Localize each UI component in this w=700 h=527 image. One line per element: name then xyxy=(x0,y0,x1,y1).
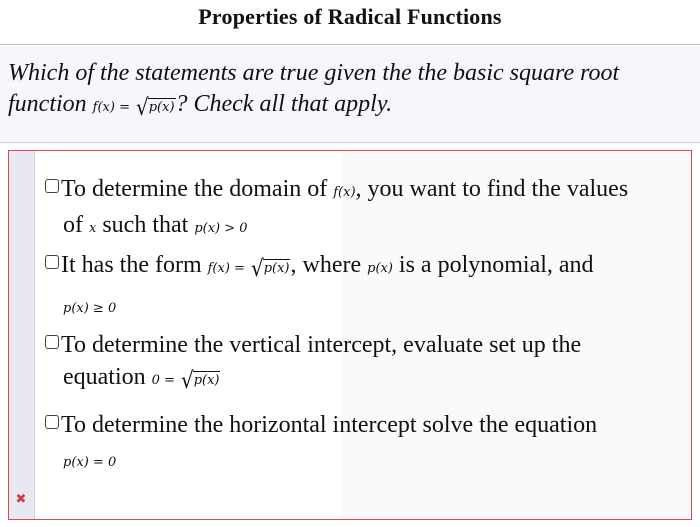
option-text: such that xyxy=(102,212,189,238)
option-sqrt xyxy=(181,361,221,396)
option-text: To determine the vertical intercept, evaluate set up the xyxy=(61,332,582,358)
question-part3: ? Check all that apply. xyxy=(175,91,393,117)
option-checkbox[interactable] xyxy=(45,179,59,193)
option-checkbox[interactable] xyxy=(45,335,59,349)
page-title: Properties of Radical Functions xyxy=(198,4,502,29)
option-text: of xyxy=(63,212,83,238)
option-line2 xyxy=(45,209,628,245)
option-text: To determine the horizontal intercept solve the equation xyxy=(61,412,598,438)
option-text: equation xyxy=(63,364,146,390)
option-text: It has the form xyxy=(61,252,202,278)
answer-box xyxy=(8,150,692,520)
option-text: , where xyxy=(290,252,362,278)
option-text: , you want to find the values xyxy=(355,176,629,202)
option-math: f(x) = xyxy=(207,261,245,276)
option-math: p(x) xyxy=(193,373,220,388)
option-math: p(x) xyxy=(367,261,393,276)
x-mark-icon: ✖ xyxy=(15,492,27,507)
question-text xyxy=(8,58,692,123)
option-text: is a polynomial, and xyxy=(398,252,594,278)
question-px: p(x) xyxy=(148,100,175,115)
option-vertical-intercept[interactable] xyxy=(45,329,581,397)
option-line2 xyxy=(45,443,597,479)
option-checkbox[interactable] xyxy=(45,415,59,429)
option-sqrt xyxy=(251,249,291,284)
question-part2: function xyxy=(8,91,87,117)
option-domain[interactable] xyxy=(45,173,628,245)
question-panel xyxy=(0,46,700,143)
option-math: x xyxy=(89,221,97,236)
radical-icon: √ xyxy=(135,93,149,121)
title-divider xyxy=(0,44,700,45)
option-math: p(x) ≥ 0 xyxy=(63,301,117,316)
option-math: 0 = xyxy=(151,373,175,388)
option-line2 xyxy=(45,361,581,397)
option-horizontal-intercept[interactable] xyxy=(45,409,597,479)
radical-icon: √ xyxy=(180,366,194,394)
option-math: f(x) xyxy=(333,185,356,200)
option-math: p(x) = 0 xyxy=(63,455,117,470)
radical-icon: √ xyxy=(250,254,264,282)
option-text: To determine the domain of xyxy=(61,176,328,202)
question-sqrt xyxy=(136,89,176,123)
question-part1: Which of the statements are true given the the basic square root xyxy=(8,60,620,86)
option-math: p(x) xyxy=(263,261,290,276)
option-form[interactable] xyxy=(45,249,594,325)
option-checkbox[interactable] xyxy=(45,255,59,269)
question-fx: f(x) = xyxy=(92,100,130,115)
option-math: p(x) > 0 xyxy=(194,221,248,236)
option-line2 xyxy=(45,289,594,325)
answer-status-strip xyxy=(9,151,35,519)
